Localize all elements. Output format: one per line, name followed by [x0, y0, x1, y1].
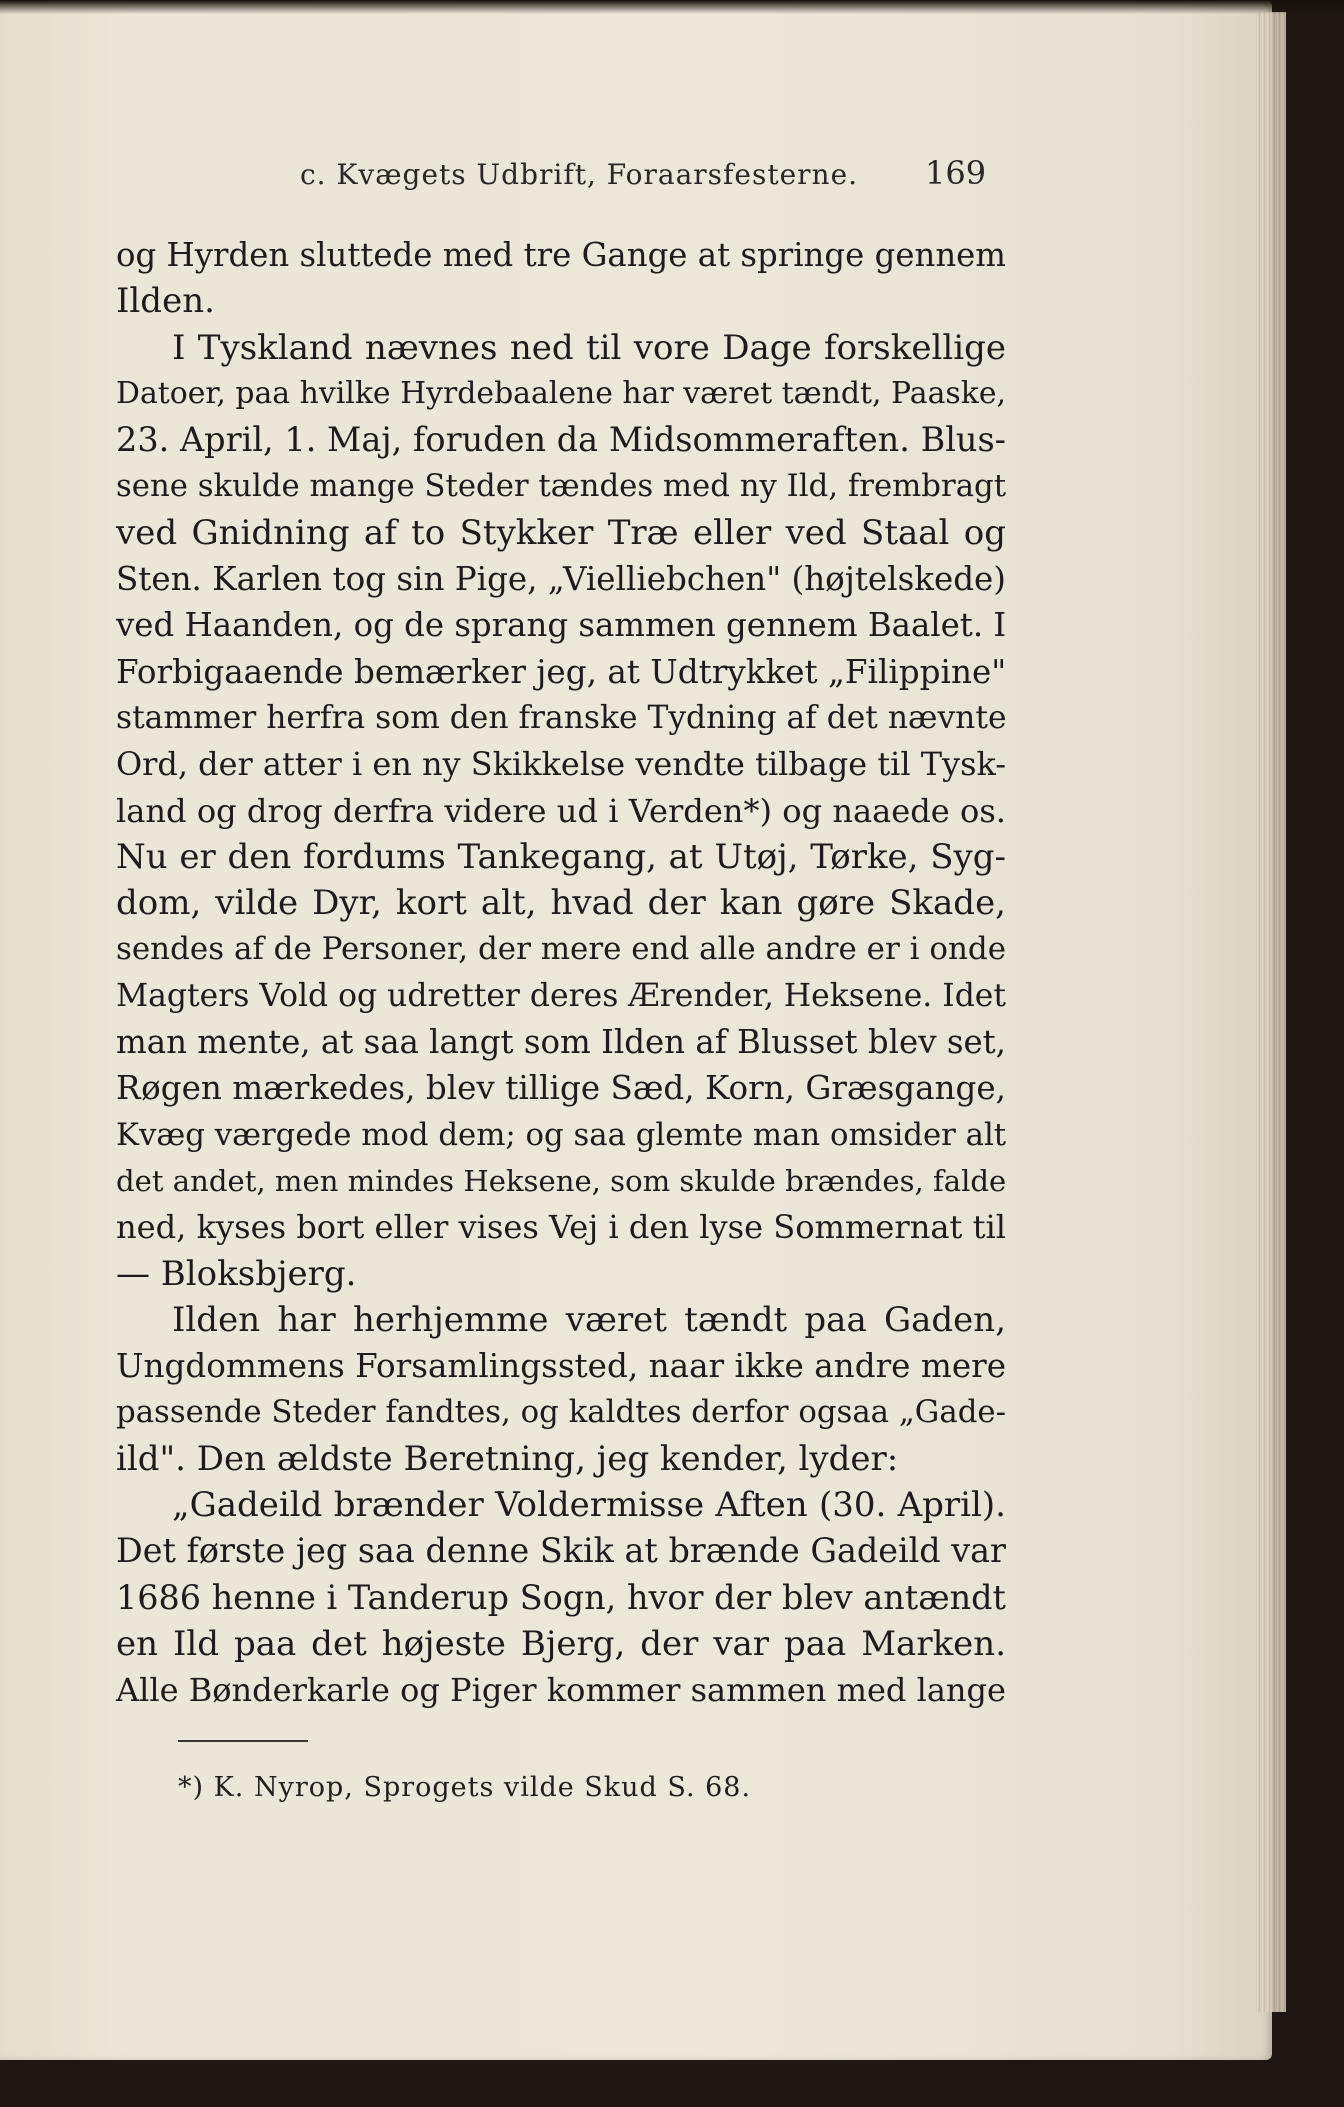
text-line: ild". Den ældste Beretning, jeg kender, lyder: — [116, 1438, 899, 1479]
text-line: man mente, at saa langt som Ilden af Blusset blev set, — [116, 1023, 1006, 1062]
text-line: ned, kyses bort eller vises Vej i den lyse Sommernat til — [116, 1208, 1006, 1247]
text-line: dom, vilde Dyr, kort alt, hvad der kan gøre Skade, — [116, 883, 1006, 924]
text-line: Ilden. — [116, 281, 215, 322]
text-line: Det første jeg saa denne Skik at brænde Gadeild var — [116, 1531, 1006, 1571]
text-line: Ilden har herhjemme været tændt paa Gaden, — [172, 1299, 1006, 1340]
text-line: Ord, der atter i en ny Skikkelse vendte tilbage til Tysk- — [116, 745, 1006, 784]
text-line: det andet, men mindes Heksene, som skulde brændes, falde — [116, 1163, 1007, 1198]
text-line: sendes af de Personer, der mere end alle andre er i onde — [116, 931, 1006, 968]
text-line: Sten. Karlen tog sin Pige, „Vielliebchen" (højtelskede) — [116, 560, 1006, 599]
text-line: og Hyrden sluttede med tre Gange at springe gennem — [116, 236, 1006, 274]
text-line: sene skulde mange Steder tændes med ny Ild, frembragt — [116, 468, 1007, 505]
text-line: Alle Bønderkarle og Piger kommer sammen med lange — [116, 1671, 1006, 1710]
text-line: Ungdommens Forsamlingssted, naar ikke andre mere — [116, 1347, 1006, 1386]
running-head: c. Kvægets Udbrift, Foraarsfesterne. — [300, 158, 859, 191]
body-text — [116, 232, 1006, 1714]
text-line: passende Steder fandtes, og kaldtes derfor ogsaa „Gade- — [116, 1394, 1006, 1431]
text-line: Nu er den fordums Tankegang, at Utøj, Tørke, Syg- — [116, 836, 1006, 877]
footnote: *) K. Nyrop, Sprogets vilde Skud S. 68. — [178, 1772, 752, 1803]
text-line: 1686 henne i Tanderup Sogn, hvor der blev antændt — [116, 1577, 1006, 1617]
text-line: Kvæg værgede mod dem; og saa glemte man omsider alt — [116, 1116, 1007, 1153]
text-line: ved Haanden, og de sprang sammen gennem Baalet. I — [116, 606, 1007, 645]
text-line: — Bloksbjerg. — [116, 1253, 357, 1294]
text-line: stammer herfra som den franske Tydning af det nævnte — [116, 699, 1007, 736]
text-line: Forbigaaende bemærker jeg, at Udtrykket „Filippine" — [116, 652, 1007, 691]
footnote-rule — [178, 1740, 308, 1742]
page-edges — [1256, 12, 1286, 2012]
text-line: Datoer, paa hvilke Hyrdebaalene har været tændt, Paaske, — [116, 375, 1006, 411]
text-line: I Tyskland nævnes ned til vore Dage forskellige — [172, 327, 1006, 368]
text-line: ved Gnidning af to Stykker Træ eller ved Staal og — [116, 512, 1006, 553]
top-shadow — [0, 0, 1344, 14]
text-line: Magters Vold og udretter deres Ærender, Heksene. Idet — [116, 977, 1006, 1014]
text-line: „Gadeild brænder Voldermisse Aften (30. April). — [172, 1485, 1006, 1526]
text-line: 23. April, 1. Maj, foruden da Midsommeraften. Blus- — [116, 420, 1006, 460]
text-line: en Ild paa det højeste Bjerg, der var paa Marken. — [116, 1623, 1006, 1664]
page-number: 169 — [925, 154, 987, 192]
text-line: Røgen mærkedes, blev tillige Sæd, Korn, Græsgange, — [116, 1069, 1006, 1108]
text-line: land og drog derfra videre ud i Verden*) og naaede os. — [116, 791, 1006, 830]
page-header — [0, 154, 1272, 208]
